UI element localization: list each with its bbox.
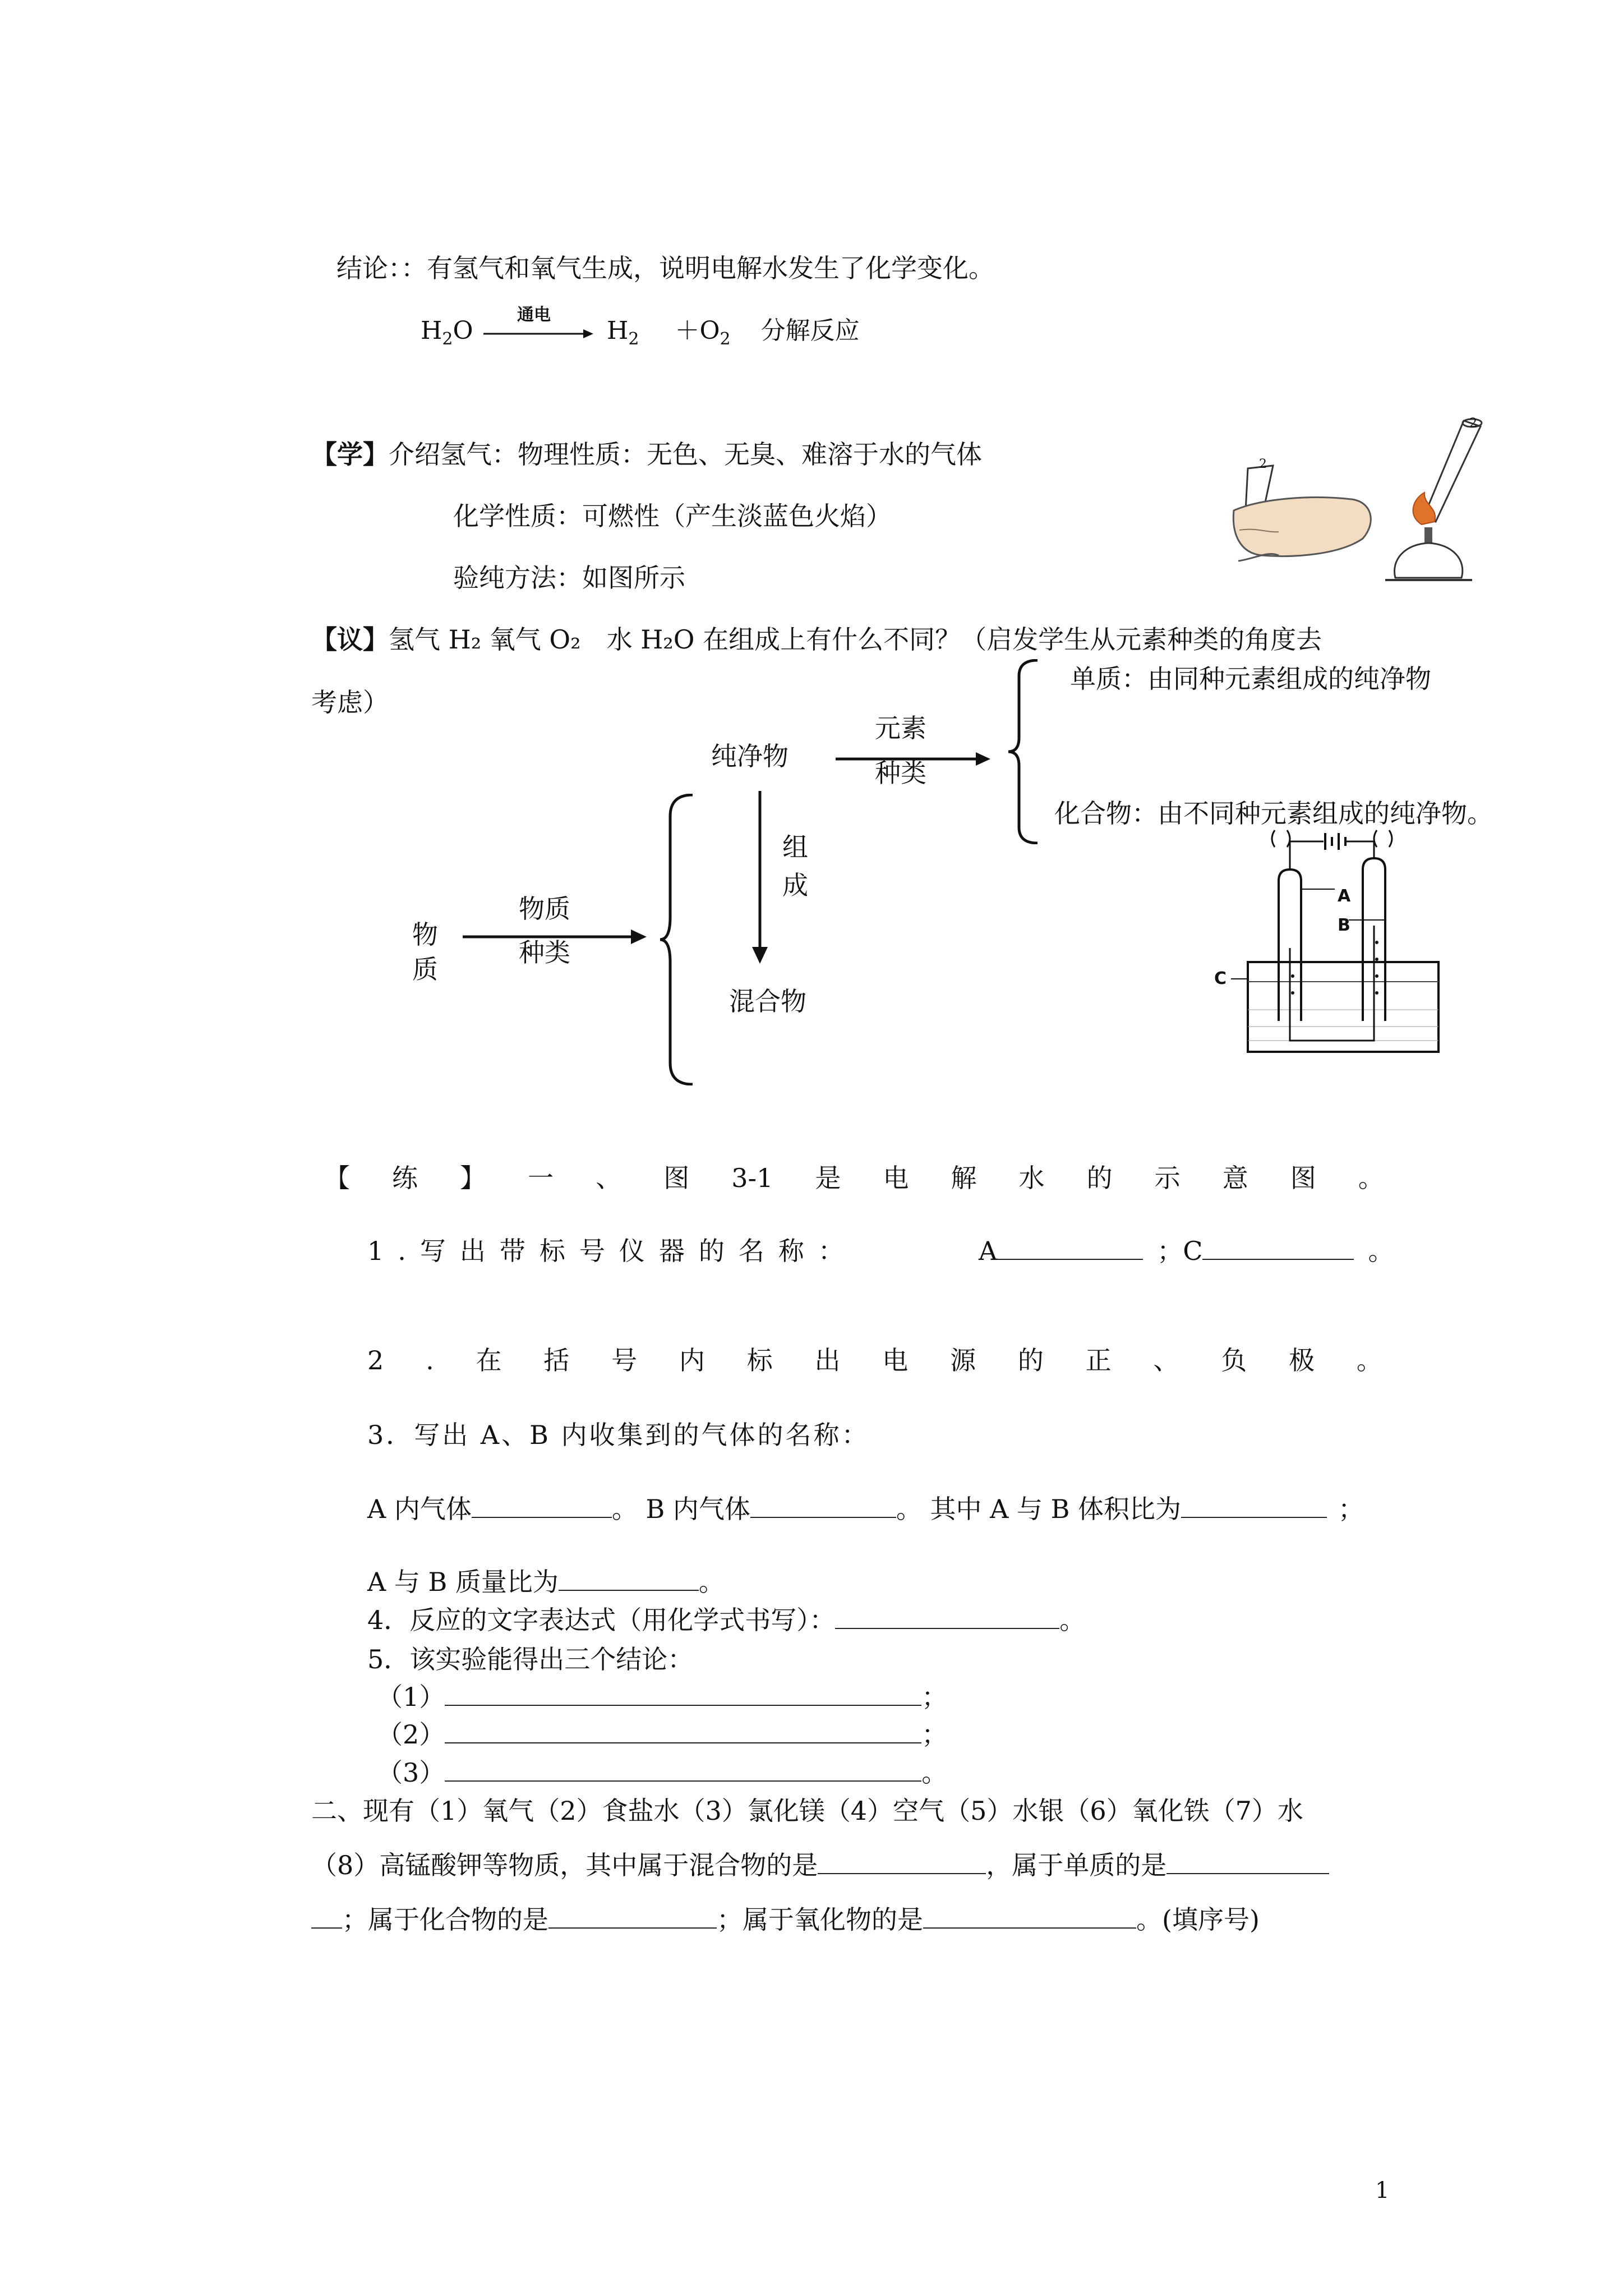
learn-text-1: 介绍氢气：物理性质：无色、无臭、难溶于水的气体 [389,439,982,470]
answer-blank-mass-ratio[interactable] [559,1567,699,1591]
test-tube-hand-illustration [1228,449,1385,572]
equation-products [607,314,860,356]
matter-arrow-top: 物质 [519,894,570,924]
answer-blank-mixtures[interactable] [818,1851,986,1874]
composition-label-2: 成 [782,870,808,900]
answer-blank-c-name[interactable] [1202,1236,1354,1260]
answer-blank-elements[interactable] [1166,1851,1329,1874]
small-right-brace [1007,659,1040,844]
question-1: 1 . 写 出 带 标 号 仪 器 的 名 称 ： [367,1236,844,1266]
part2-line3: ；属于化合物的是 ；属于氧化物的是 。(填序号) [311,1903,1260,1936]
question-5: 5．该实验能得出三个结论： [367,1644,694,1674]
answer-blank-conclusion-1[interactable] [445,1682,921,1706]
equation-product1-sub: 2 [628,329,639,349]
discuss-tag: 【议】 [311,624,389,655]
equation-reactant-tail: O [453,316,473,345]
equation-product2-sub: 2 [720,329,731,349]
pure-substance-label: 纯净物 [711,741,789,771]
answer-blank-gas-a[interactable] [472,1494,612,1518]
conclusion-2: （2） ； [377,1719,948,1750]
question-4: 4．反应的文字表达式（用化学式书写）： 。 [367,1605,1086,1635]
electrolysis-apparatus [1209,819,1461,1055]
conclusion-text: 结论：：有氢气和氧气生成，说明电解水发生了化学变化。 [336,253,994,283]
page-number: 1 [1375,2178,1390,2203]
pure-arrow-bottom: 种类 [875,758,926,788]
equation-product1: H [607,316,629,345]
learn-line2: 化学性质：可燃性（产生淡蓝色火焰） [453,501,892,531]
apparatus-label-c: C [1214,969,1227,988]
apparatus-label-b: B [1338,915,1350,935]
conclusion-1: （1） ； [377,1682,948,1712]
question-3-gases: A 内气体 。 B 内气体 。 其中 A 与 B 体积比为 ； [367,1494,1364,1524]
pure-arrow-top: 元素 [875,713,926,743]
reaction-type: 分解反应 [760,316,860,345]
big-left-brace [659,794,698,1085]
question-3-mass: A 与 B 质量比为 。 [367,1567,725,1597]
answer-blank-oxides[interactable] [923,1905,1136,1929]
part2-line1: 二、现有（1）氧气（2）食盐水（3）氯化镁（4）空气（5）水银（6）氧化铁（7）水 [311,1796,1303,1826]
mixture-label: 混合物 [729,986,806,1016]
discuss-text-1: 氢气 H₂ 氧气 O₂ 水 H₂O 在组成上有什么不同？（启发学生从元素种类的角度去 [389,624,1322,655]
answer-blank-a-name[interactable] [997,1236,1143,1260]
part2-line2: （8）高锰酸钾等物质，其中属于混合物的是 ，属于单质的是 [311,1848,1329,1882]
answer-blank-elements-cont[interactable] [311,1905,342,1929]
practice-header: 【 练 】 一 、 图 3-1 是 电 解 水 的 示 意 图 。 [324,1163,1384,1193]
discuss-line2: 考虑） [311,687,389,717]
learn-line1 [311,438,982,471]
learn-tag: 【学】 [311,439,389,470]
apparatus-label-a: A [1338,886,1351,906]
reaction-arrow [482,325,594,342]
answer-blank-volume-ratio[interactable] [1181,1494,1327,1518]
equation-reactant: H [421,316,442,345]
composition-label-1: 组 [782,832,808,862]
discuss-line1 [311,623,1322,656]
answer-blank-equation[interactable] [835,1605,1059,1629]
test-tube-flame-illustration [1368,409,1497,589]
composition-down-arrow [749,791,771,965]
answer-blank-compounds[interactable] [548,1905,717,1929]
equation [421,314,473,356]
learn-line3: 验纯方法：如图所示 [453,563,685,593]
element-definition: 单质：由同种元素组成的纯净物 [1070,664,1431,694]
answer-blank-conclusion-3[interactable] [445,1758,921,1782]
matter-label: 物质 [412,919,438,984]
question-1-answers: A ；C 。 [979,1236,1394,1266]
conclusion-3: （3） 。 [377,1757,948,1788]
tube-label-2: 2 [1469,416,1477,430]
compound-definition: 化合物：由不同种元素组成的纯净物。 [1054,798,1493,829]
equation-plus-o: ＋O [675,316,720,345]
question-2: 2 . 在 括 号 内 标 出 电 源 的 正 、 负 极 。 [367,1345,1382,1375]
tube-label-1: 2 [1259,457,1267,471]
question-3: 3．写出 A、B 内收集到的气体的名称： [367,1420,870,1450]
arrow-condition: 通电 [517,305,551,325]
answer-blank-gas-b[interactable] [750,1494,896,1518]
answer-blank-conclusion-2[interactable] [445,1720,921,1743]
matter-arrow-bottom: 种类 [519,937,570,968]
equation-reactant-sub: 2 [442,329,453,349]
